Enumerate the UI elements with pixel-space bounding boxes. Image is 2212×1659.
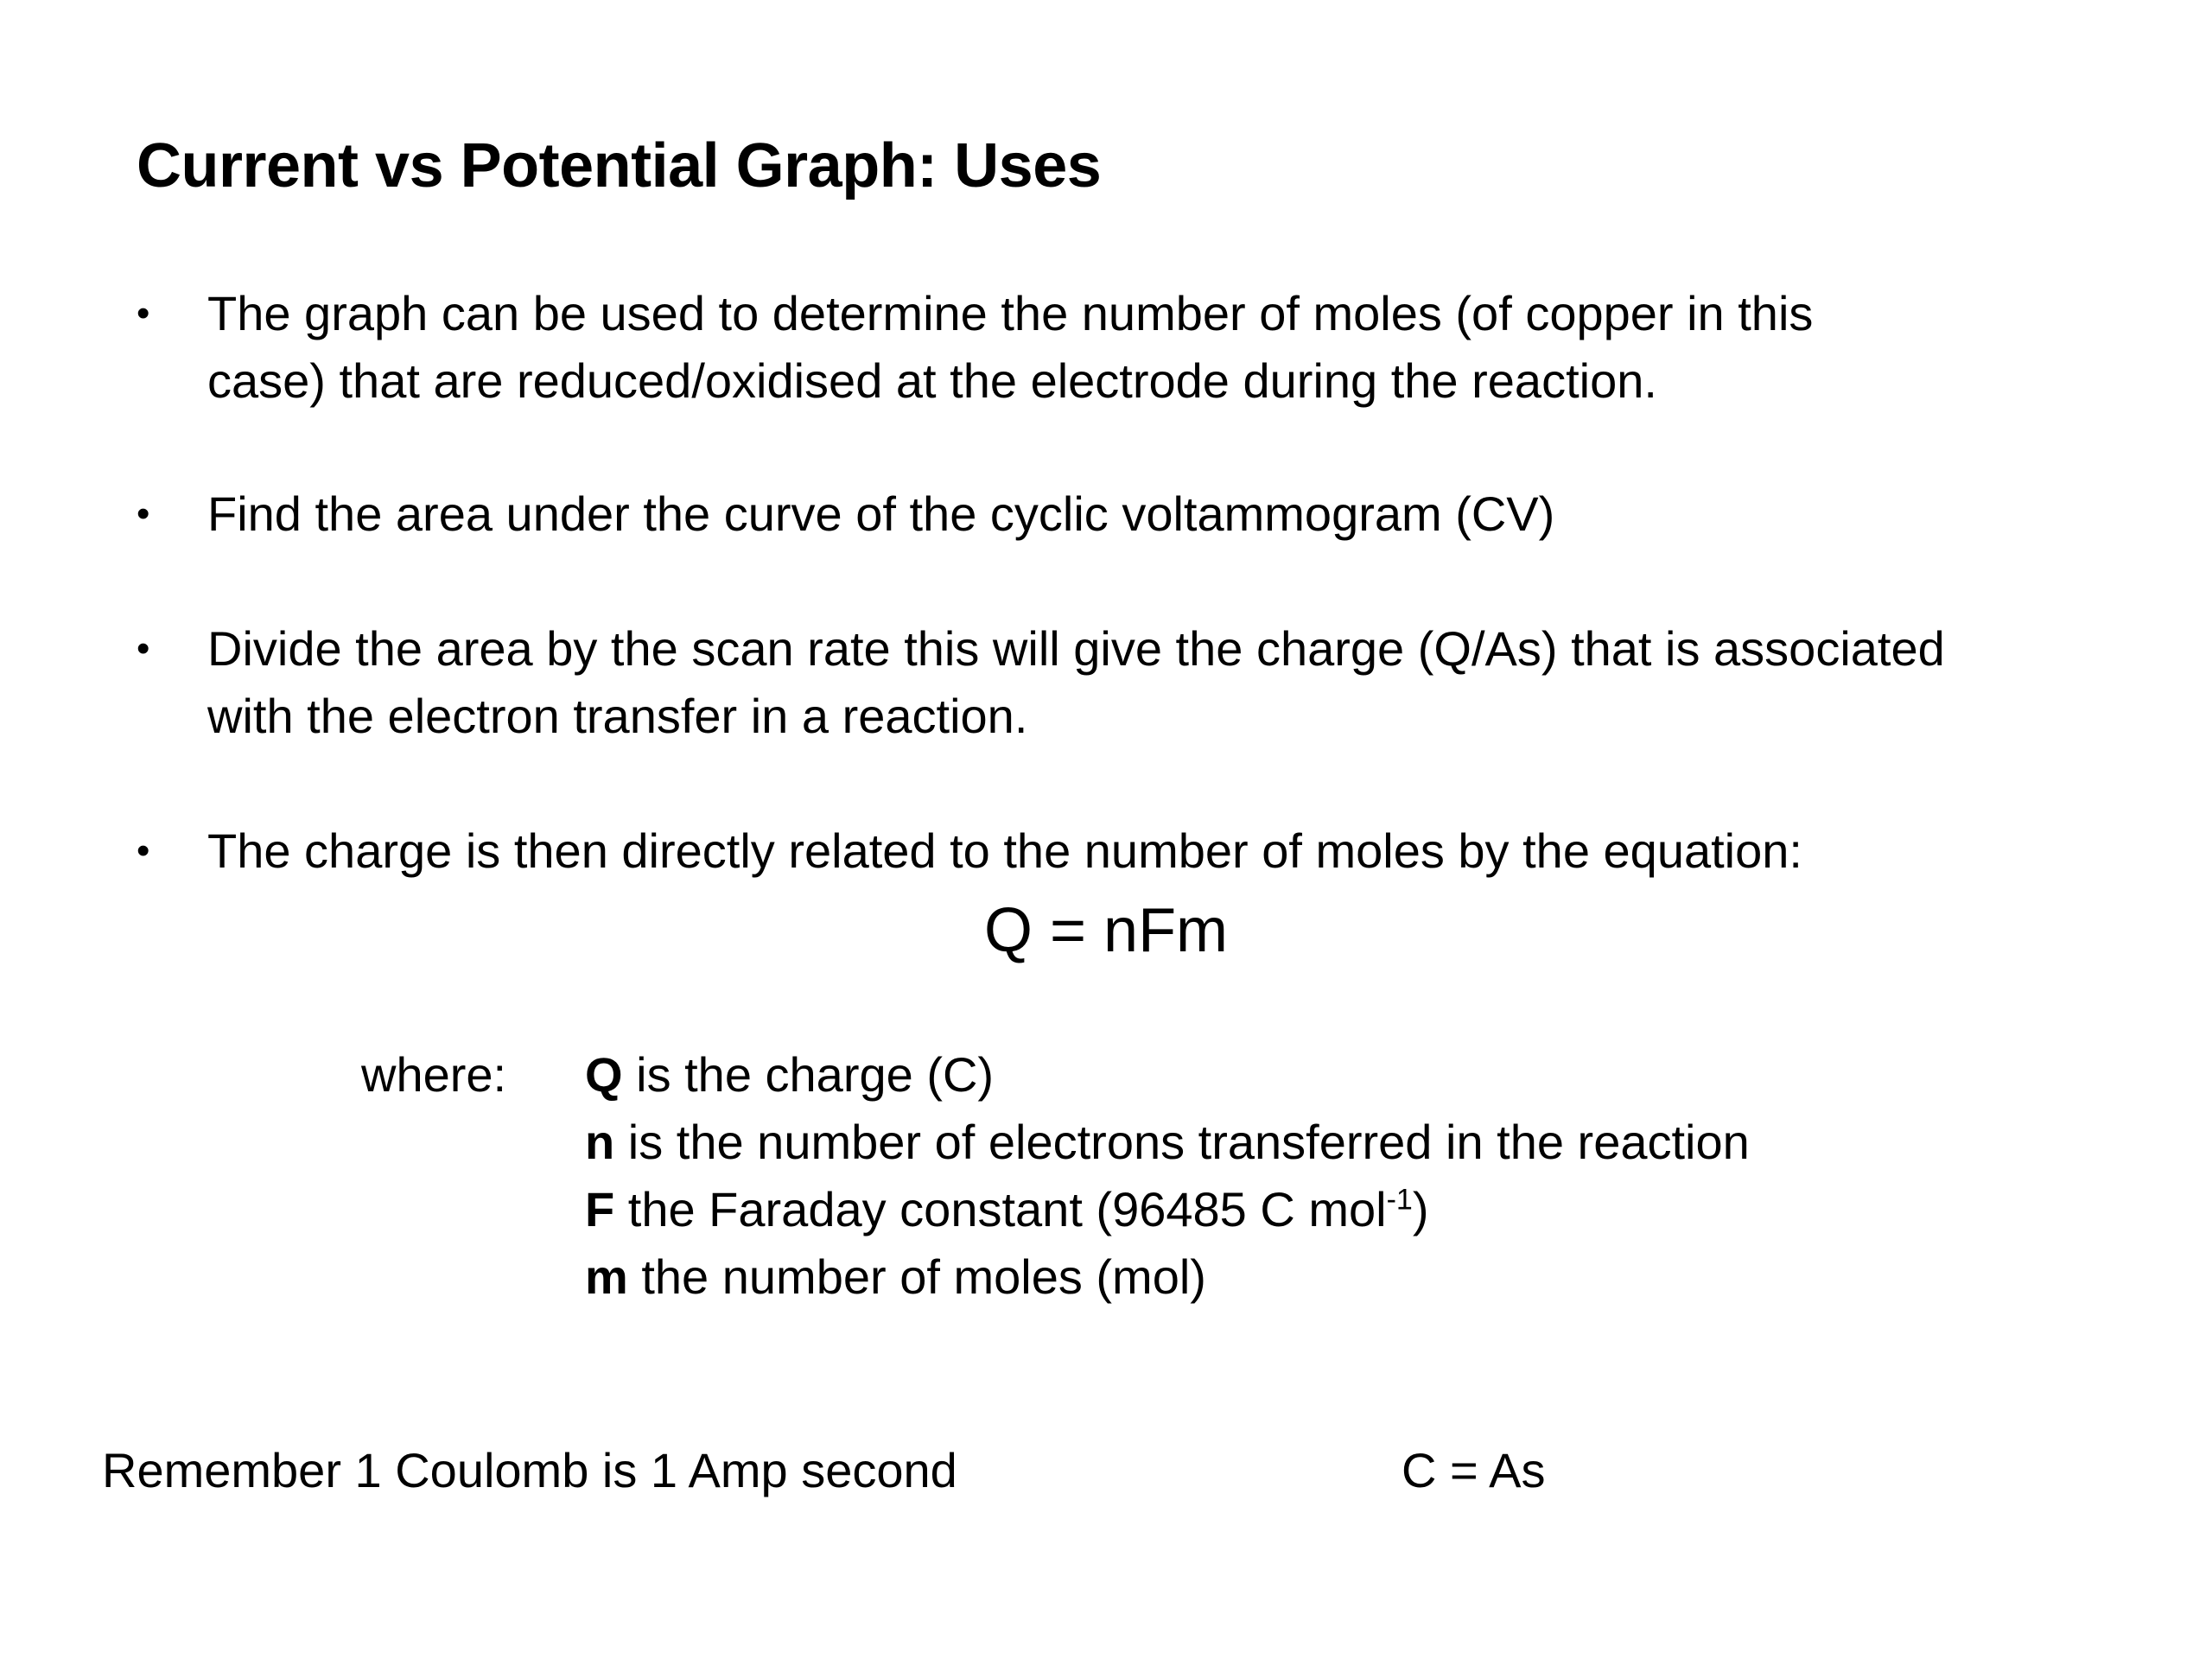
bullet-line: with the electron transfer in a reaction. bbox=[207, 689, 1028, 743]
bullet-line: The graph can be used to determine the number of moles (of copper in this bbox=[207, 286, 1814, 340]
bullet-line: Find the area under the curve of the cyclic voltammogram (CV) bbox=[207, 486, 1555, 541]
where-label: where: bbox=[361, 1047, 507, 1102]
slide-title: Current vs Potential Graph: Uses bbox=[137, 131, 1102, 200]
charge-equation: Q = nFm bbox=[983, 896, 1229, 965]
bullet-line: case) that are reduced/oxidised at the electrode during the reaction. bbox=[207, 353, 1657, 408]
definition-text: is the number of electrons transferred in the reaction bbox=[614, 1115, 1750, 1169]
definition-f bbox=[585, 1176, 1750, 1243]
definition-superscript: -1 bbox=[1386, 1183, 1413, 1217]
bullet-text bbox=[207, 615, 2074, 750]
variable-definitions bbox=[585, 1041, 1750, 1311]
definition-symbol: m bbox=[585, 1249, 628, 1304]
definition-m bbox=[585, 1243, 1750, 1311]
bullet-marker: • bbox=[137, 830, 150, 872]
remember-note: Remember 1 Coulomb is 1 Amp second bbox=[102, 1443, 957, 1497]
definition-n bbox=[585, 1109, 1750, 1176]
bullet-marker: • bbox=[137, 493, 150, 535]
definition-text: the Faraday constant (96485 C mol bbox=[614, 1182, 1387, 1236]
bullet-text bbox=[207, 817, 2074, 885]
definition-tail: ) bbox=[1412, 1182, 1429, 1236]
unit-equation: C = As bbox=[1402, 1443, 1546, 1497]
definition-q bbox=[585, 1041, 1750, 1109]
bullet-text bbox=[207, 280, 2074, 415]
bullet-marker: • bbox=[137, 292, 150, 334]
bullet-line: Divide the area by the scan rate this will give the charge (Q/As) that is associated bbox=[207, 621, 1945, 676]
definition-text: the number of moles (mol) bbox=[627, 1249, 1206, 1304]
bullet-marker: • bbox=[137, 627, 150, 670]
bullet-text bbox=[207, 480, 2074, 548]
bullet-line: The charge is then directly related to the number of moles by the equation: bbox=[207, 823, 1802, 878]
definition-text: is the charge (C) bbox=[622, 1047, 995, 1102]
definition-symbol: F bbox=[585, 1182, 615, 1236]
definition-symbol: n bbox=[585, 1115, 615, 1169]
definition-symbol: Q bbox=[585, 1047, 623, 1102]
